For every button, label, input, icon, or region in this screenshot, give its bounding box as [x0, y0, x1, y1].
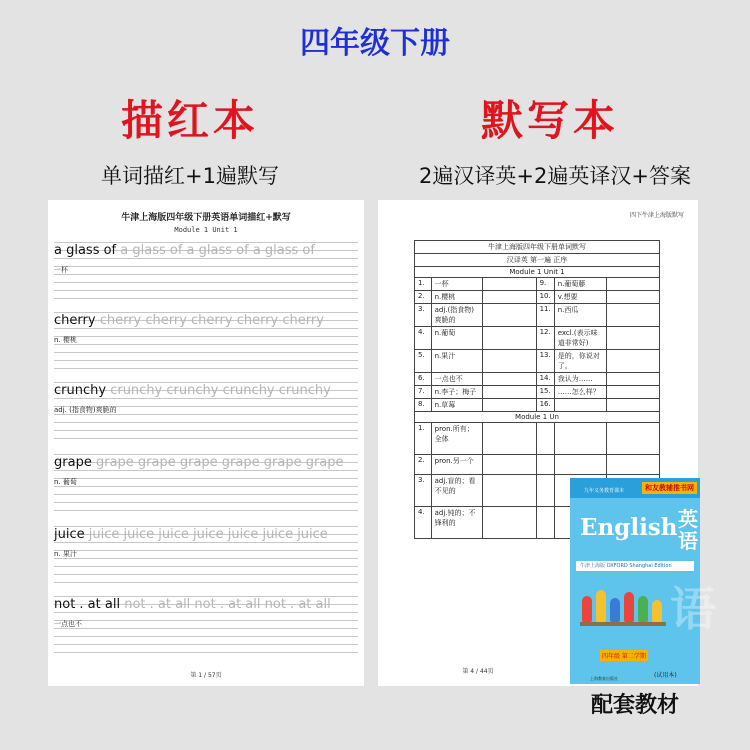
- tracing-book-subheading: 单词描红+1遍默写: [101, 164, 279, 188]
- table-row: 2. n.樱桃 10. v.想要: [415, 291, 660, 304]
- word: juice: [54, 527, 85, 542]
- dictation-section: 汉译英 第一遍 正序: [415, 254, 660, 267]
- dictation-book-subheading: 2遍汉译英+2遍英译汉+答案: [419, 164, 691, 188]
- page-title: 四年级下册: [300, 26, 450, 61]
- page-number: 第 4 / 44页: [462, 668, 494, 675]
- cover-series-label: 九年义务教育课本: [584, 488, 625, 494]
- table-row: 8. n.草莓 16.: [415, 399, 660, 412]
- table-row: 5. n.果汁 13. 是的，你说对了。: [415, 350, 660, 373]
- word-meaning: 一点也不: [54, 620, 82, 628]
- cover-edition-strip: 牛津上海版 OXFORD Shanghai Edition: [576, 561, 694, 571]
- textbook-cover: [570, 478, 716, 684]
- table-row: 4. n.葡萄 12. excl.(表示味道非常好): [415, 327, 660, 350]
- word-trace: juice juice juice juice juice juice juice: [88, 527, 328, 542]
- table-row: 7. n.李子；梅子 15. ……怎么样？: [415, 386, 660, 399]
- table-row: 1. pron.所有；全体: [415, 423, 660, 455]
- module-label: Module 1 Unit 1: [415, 267, 660, 278]
- cover-tag: 和友教辅推书网: [642, 482, 697, 494]
- word: crunchy: [54, 383, 107, 398]
- word: cherry: [54, 313, 96, 328]
- cover-trial-label: (试用本): [654, 672, 677, 679]
- table-row: 2. pron.另一个: [415, 455, 660, 475]
- word: not . at all: [54, 597, 121, 612]
- table-row: 6. 一点也不 14. 我认为……: [415, 373, 660, 386]
- dictation-table-title: 牛津上海版四年级下册单词默写: [415, 241, 660, 254]
- table-row: 1. 一杯 9. n.葡萄藤: [415, 278, 660, 291]
- word-meaning: 一杯: [54, 266, 68, 274]
- module-label: Module 1 Un: [415, 412, 660, 423]
- cover-chinese-title: 英语: [678, 507, 698, 553]
- word-meaning: n. 樱桃: [54, 336, 77, 344]
- page-number: 第 1 / 57页: [190, 672, 222, 679]
- cover-grade-label: 四年级 第二学期: [600, 650, 648, 661]
- word-trace: not . at all not . at all not . at all: [124, 597, 331, 612]
- word-meaning: n. 葡萄: [54, 478, 77, 486]
- tracing-sheet-title: 牛津上海版四年级下册英语单词描红+默写: [121, 213, 291, 223]
- word-trace: grape grape grape grape grape grape: [95, 455, 344, 470]
- tracing-book-heading: 描红本: [120, 96, 259, 145]
- word-trace: a glass of a glass of a glass of: [120, 243, 315, 258]
- word: grape: [54, 455, 92, 470]
- cover-watermark-char: 语: [670, 582, 716, 636]
- cover-english-title: English: [580, 514, 678, 541]
- word: a glass of: [54, 243, 117, 258]
- word-trace: cherry cherry cherry cherry cherry: [99, 313, 324, 328]
- word-trace: crunchy crunchy crunchy crunchy: [110, 383, 331, 398]
- tracing-sheet: [48, 200, 364, 686]
- tracing-sheet-unit: Module 1 Unit 1: [174, 226, 238, 234]
- table-row: 4. adj.钝的；不锋利的: [415, 507, 660, 539]
- dictation-sheet-header: 四下牛津上海版默写: [629, 212, 684, 219]
- dictation-book-heading: 默写本: [480, 96, 619, 145]
- word-meaning: adj. (指食物)爽脆的: [54, 406, 117, 414]
- cover-publisher: 上海教育出版社: [590, 676, 618, 681]
- word-meaning: n. 果汁: [54, 550, 77, 558]
- table-row: 3. adj.(指食物)爽脆的 11. n.西瓜: [415, 304, 660, 327]
- textbook-caption: 配套教材: [590, 693, 679, 718]
- table-row: 3. adj.盲的；看不见的: [415, 475, 660, 507]
